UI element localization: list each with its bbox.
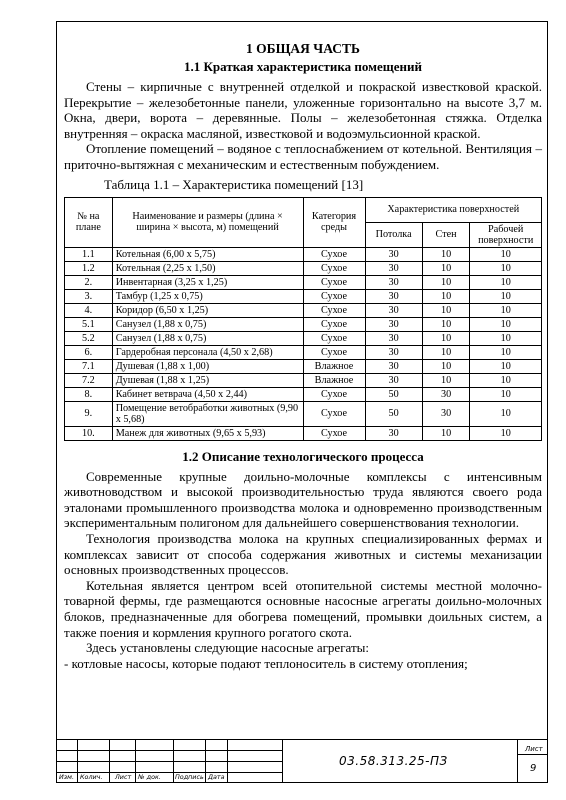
cell-name: Манеж для животных (9,65 х 5,93) [112, 426, 303, 440]
cell-ceiling: 30 [365, 426, 422, 440]
cell-walls: 10 [422, 359, 470, 373]
table-row [65, 275, 542, 289]
document-code: 03.58.313.25-ПЗ [339, 754, 448, 768]
rooms-table [64, 197, 542, 441]
cell-work-surface: 10 [470, 359, 542, 373]
cell-ceiling: 30 [365, 317, 422, 331]
cell-category: Сухое [303, 345, 365, 359]
header-surface-group: Характеристика поверхностей [365, 197, 542, 222]
cell-ceiling: 50 [365, 387, 422, 401]
cell-name: Гардеробная персонала (4,50 х 2,68) [112, 345, 303, 359]
cell-ceiling: 30 [365, 247, 422, 261]
cell-work-surface: 10 [470, 401, 542, 426]
cell-name: Помещение ветобработки животных (9,90 х 5,68) [112, 401, 303, 426]
cell-category: Сухое [303, 317, 365, 331]
cell-category: Сухое [303, 275, 365, 289]
cell-ceiling: 50 [365, 401, 422, 426]
table-caption: Таблица 1.1 – Характеристика помещений [13] [104, 176, 364, 192]
subsection-title-2: 1.2 Описание технологического процесса [182, 448, 424, 464]
cell-num: 10. [65, 426, 113, 440]
header-num: № на плане [65, 197, 113, 247]
header-work-surface: Рабочей поверхности [470, 222, 542, 247]
cell-work-surface: 10 [470, 331, 542, 345]
cell-name: Котельная (6,00 х 5,75) [112, 247, 303, 261]
title-block [56, 739, 548, 783]
paragraph-complexes: Современные крупные доильно-молочные комплексы с интенсивным животноводством и высокой производительностью труда являются своего рода эталонами промышленного производства молока и одновременно производственным экспериментальным полигоном для дальнейшего совершенствования технологии. [64, 468, 542, 531]
paragraph-heating: Отопление помещений – водяное с теплоснабжением от котельной. Вентиляция – приточно-вытяжная с механическим и естественным побуждением. [64, 141, 542, 172]
table-row [65, 373, 542, 387]
cell-walls: 30 [422, 401, 470, 426]
stamp-label-date: Дата [208, 773, 225, 781]
cell-work-surface: 10 [470, 289, 542, 303]
cell-ceiling: 30 [365, 373, 422, 387]
cell-category: Влажное [303, 373, 365, 387]
cell-work-surface: 10 [470, 275, 542, 289]
cell-num: 1.2 [65, 261, 113, 275]
cell-category: Сухое [303, 303, 365, 317]
cell-num: 2. [65, 275, 113, 289]
cell-walls: 10 [422, 426, 470, 440]
cell-ceiling: 30 [365, 303, 422, 317]
cell-work-surface: 10 [470, 303, 542, 317]
cell-work-surface: 10 [470, 247, 542, 261]
cell-name: Инвентарная (3,25 х 1,25) [112, 275, 303, 289]
table-row [65, 387, 542, 401]
cell-ceiling: 30 [365, 261, 422, 275]
cell-num: 7.2 [65, 373, 113, 387]
cell-walls: 10 [422, 247, 470, 261]
paragraph-boiler: Котельная является центром всей отопительной системы местной молочно-товарной фермы, где размещаются основные насосные агрегаты доильно-молочных блоков, предназначенные для обогрева помещений, промывки доильных систем, а также поения и кормления крупного рогатого скота. [64, 577, 542, 640]
cell-ceiling: 30 [365, 359, 422, 373]
table-row [65, 289, 542, 303]
cell-num: 1.1 [65, 247, 113, 261]
table-row [65, 331, 542, 345]
table-row [65, 261, 542, 275]
subsection-title-1: 1.1 Краткая характеристика помещений [184, 59, 422, 74]
cell-category: Сухое [303, 247, 365, 261]
header-name: Наименование и размеры (длина × ширина × высота, м) помещений [112, 197, 303, 247]
cell-num: 4. [65, 303, 113, 317]
cell-category: Сухое [303, 401, 365, 426]
cell-ceiling: 30 [365, 289, 422, 303]
cell-category: Сухое [303, 331, 365, 345]
page-content [64, 40, 542, 671]
cell-walls: 10 [422, 275, 470, 289]
cell-walls: 10 [422, 261, 470, 275]
table-row [65, 247, 542, 261]
cell-num: 6. [65, 345, 113, 359]
cell-name: Санузел (1,88 х 0,75) [112, 331, 303, 345]
cell-name: Кабинет ветврача (4,50 х 2,44) [112, 387, 303, 401]
cell-num: 9. [65, 401, 113, 426]
cell-walls: 10 [422, 289, 470, 303]
cell-num: 7.1 [65, 359, 113, 373]
table-row [65, 401, 542, 426]
cell-num: 3. [65, 289, 113, 303]
paragraph-technology: Технология производства молока на крупных специализированных фермах и комплексах зависит от способа содержания животных и системы механизации основных производственных процессов. [64, 530, 542, 578]
table-row [65, 345, 542, 359]
stamp-label-docnum: № док. [138, 773, 161, 781]
stamp-label-signature: Подпись [175, 773, 204, 781]
table-row [65, 303, 542, 317]
cell-category: Сухое [303, 261, 365, 275]
cell-name: Коридор (6,50 х 1,25) [112, 303, 303, 317]
table-row [65, 426, 542, 440]
cell-work-surface: 10 [470, 317, 542, 331]
stamp-label-count: Колич. [80, 773, 103, 781]
paragraph-pumps-item: - котловые насосы, которые подают теплоноситель в систему отопления; [64, 655, 468, 671]
cell-work-surface: 10 [470, 426, 542, 440]
cell-num: 5.1 [65, 317, 113, 331]
header-ceiling: Потолка [365, 222, 422, 247]
paragraph-pumps-intro: Здесь установлены следующие насосные агрегаты: [86, 640, 369, 656]
sheet-number: 9 [530, 763, 537, 774]
cell-work-surface: 10 [470, 373, 542, 387]
cell-walls: 10 [422, 373, 470, 387]
cell-num: 5.2 [65, 331, 113, 345]
sheet-label: Лист [525, 745, 543, 753]
cell-name: Душевая (1,88 х 1,00) [112, 359, 303, 373]
table-row [65, 359, 542, 373]
cell-name: Душевая (1,88 х 1,25) [112, 373, 303, 387]
cell-walls: 30 [422, 387, 470, 401]
cell-work-surface: 10 [470, 387, 542, 401]
cell-ceiling: 30 [365, 275, 422, 289]
cell-walls: 10 [422, 345, 470, 359]
cell-walls: 10 [422, 317, 470, 331]
section-title: 1 ОБЩАЯ ЧАСТЬ [246, 41, 360, 56]
paragraph-walls: Стены – кирпичные с внутренней отделкой и покраской известковой краской. Перекрытие – железобетонные панели, уложенные горизонтально на высоте 3,7 м. Окна, двери, ворота – деревянные. Полы – железобетонная стяжка. Отделка внутренняя – окраска масляной, известковой и водоэмульсионной краской. [64, 79, 542, 141]
cell-work-surface: 10 [470, 345, 542, 359]
header-category: Категория среды [303, 197, 365, 247]
stamp-label-sheet: Лист [115, 773, 132, 781]
cell-name: Тамбур (1,25 х 0,75) [112, 289, 303, 303]
header-walls: Стен [422, 222, 470, 247]
cell-category: Сухое [303, 289, 365, 303]
cell-category: Влажное [303, 359, 365, 373]
cell-ceiling: 30 [365, 331, 422, 345]
cell-work-surface: 10 [470, 261, 542, 275]
table-row [65, 317, 542, 331]
cell-category: Сухое [303, 426, 365, 440]
cell-name: Котельная (2,25 х 1,50) [112, 261, 303, 275]
cell-category: Сухое [303, 387, 365, 401]
cell-num: 8. [65, 387, 113, 401]
cell-name: Санузел (1,88 х 0,75) [112, 317, 303, 331]
stamp-label-change: Изм. [59, 773, 75, 781]
cell-walls: 10 [422, 303, 470, 317]
cell-ceiling: 30 [365, 345, 422, 359]
cell-walls: 10 [422, 331, 470, 345]
